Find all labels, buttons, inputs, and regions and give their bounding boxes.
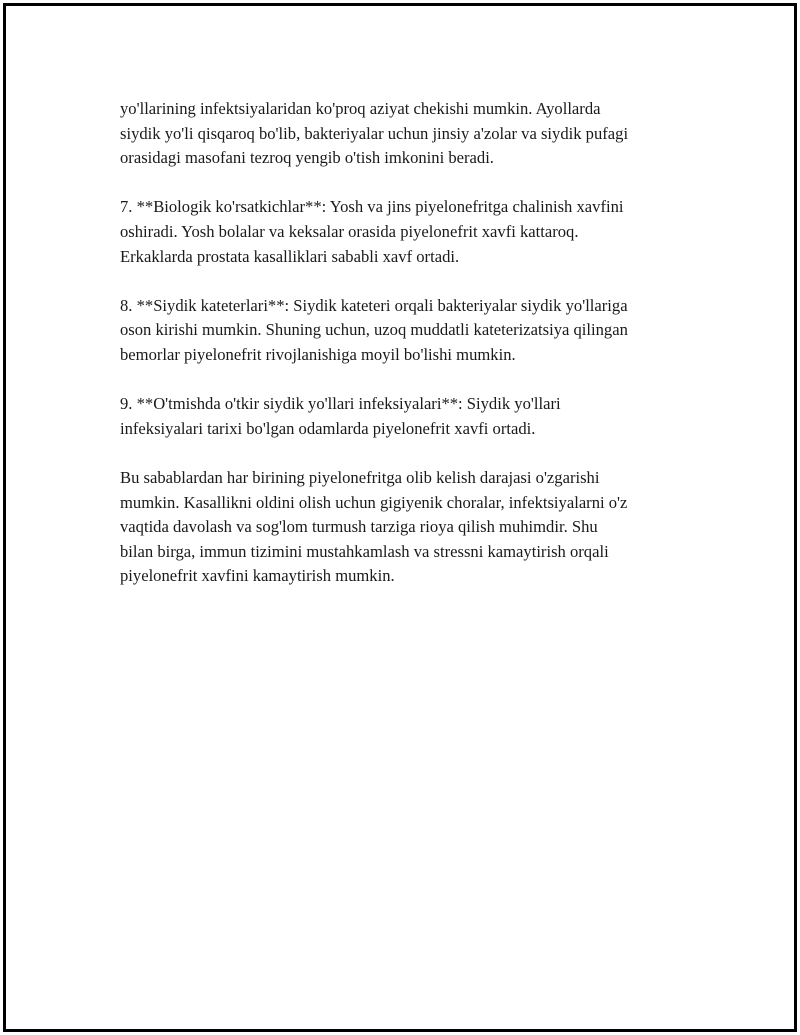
text-line: Bu sabablardan har birining piyelonefritga olib kelish darajasi o'zgarishi [120, 467, 600, 487]
paragraph-conclusion [120, 466, 700, 589]
text-line: 9. **O'tmishda o'tkir siydik yo'llari infeksiyalari**: Siydik yo'llari [120, 394, 561, 414]
text-line: oson kirishi mumkin. Shuning uchun, uzoq muddatli kateterizatsiya qilingan [120, 320, 628, 340]
text-line: infeksiyalari tarixi bo'lgan odamlarda piyelonefrit xavfi ortadi. [120, 418, 536, 438]
paragraph-item-9 [120, 392, 700, 441]
page-frame [3, 3, 797, 1032]
text-line: orasidagi masofani tezroq yengib o'tish imkonini beradi. [120, 148, 494, 168]
text-line: piyelonefrit xavfini kamaytirish mumkin. [120, 566, 395, 586]
text-line: vaqtida davolash va sog'lom turmush tarziga rioya qilish muhimdir. Shu [120, 517, 598, 537]
text-line: 8. **Siydik kateterlari**: Siydik kateteri orqali bakteriyalar siydik yo'llariga [120, 295, 628, 315]
text-line: oshiradi. Yosh bolalar va keksalar orasida piyelonefrit xavfi kattaroq. [120, 221, 579, 241]
text-line: 7. **Biologik ko'rsatkichlar**: Yosh va jins piyelonefritga chalinish xavfini [120, 197, 624, 217]
text-line: siydik yo'li qisqaroq bo'lib, bakteriyalar uchun jinsiy a'zolar va siydik pufagi [120, 123, 629, 143]
paragraph-intro-continuation [120, 97, 700, 171]
paragraph-item-7 [120, 195, 700, 269]
text-line: Erkaklarda prostata kasalliklari sababli xavf ortadi. [120, 246, 460, 266]
text-line: bemorlar piyelonefrit rivojlanishiga moyil bo'lishi mumkin. [120, 344, 516, 364]
text-line: bilan birga, immun tizimini mustahkamlash va stressni kamaytirish orqali [120, 541, 609, 561]
page-content [120, 97, 700, 613]
text-line: mumkin. Kasallikni oldini olish uchun gigiyenik choralar, infektsiyalarni o'z [120, 492, 628, 512]
paragraph-item-8 [120, 294, 700, 368]
text-line: yo'llarining infektsiyalaridan ko'proq aziyat chekishi mumkin. Ayollarda [120, 99, 601, 118]
